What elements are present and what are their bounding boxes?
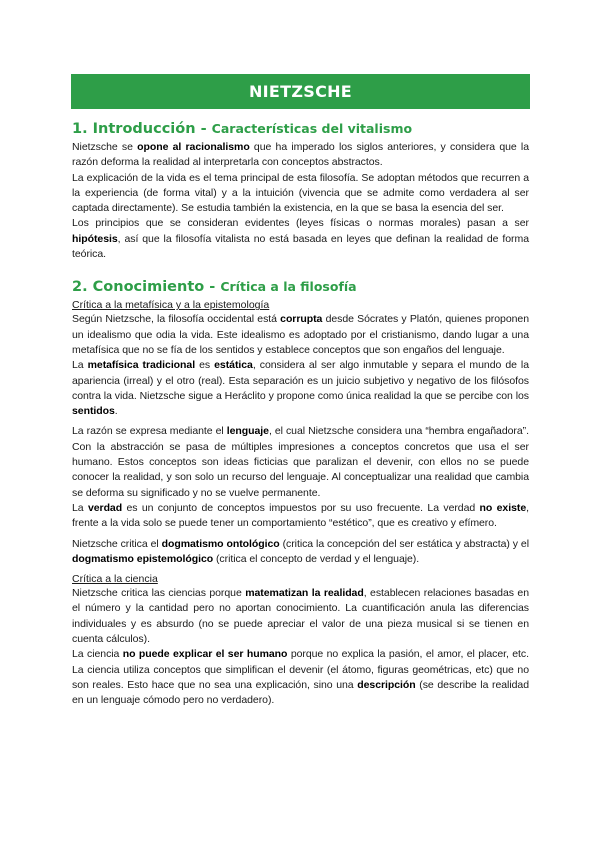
- text-run: , establecen relaciones basadas en el número y la cantidad pero no aportan conocimiento. La cuantificación anula las diferencias individuales y es absurdo (no se puede apreciar el valor de una pieza musical si se tienen en cuenta cálculos).: [72, 587, 529, 646]
- text-run: , frente a la vida solo se puede tener un comportamiento “estético”, que es creativo y efímero.: [72, 501, 529, 530]
- bold-text: matematizan la realidad: [245, 587, 364, 600]
- text-run: porque no explica la pasión, el amor, el placer, etc. La ciencia utiliza conceptos que simplifican el devenir (el átomo, figuras geométricas, etc) que no son reales. Esto hace que no sea una explicación, sino una: [72, 648, 529, 691]
- subsection-title: Crítica a la ciencia: [72, 573, 158, 586]
- bold-text: estática: [214, 359, 253, 372]
- text-run: desde Sócrates y Platón, quienes proponen un idealismo que odia la vida. Este idealismo es adoptado por el cristianismo, dando lugar a una metafísica que no se fía de los sentidos y establece conceptos que son engaños del lenguaje.: [72, 313, 529, 356]
- paragraph: [72, 537, 529, 568]
- text-run: La razón se expresa mediante el: [72, 425, 227, 438]
- section-introduccion: [72, 120, 529, 262]
- text-run: La ciencia: [72, 648, 123, 661]
- bold-text: hipótesis: [72, 232, 118, 245]
- bold-text: no puede explicar el ser humano: [122, 648, 288, 661]
- text-run: es: [195, 359, 215, 372]
- paragraph: [72, 312, 529, 358]
- text-run: (critica el concepto de verdad y el lenguaje).: [213, 552, 420, 565]
- text-run: .: [114, 405, 118, 418]
- subsection-title: Crítica a la metafísica y a la epistemología: [72, 299, 270, 312]
- text-run: , el cual Nietzsche considera una “hembra engañadora”. Con la abstracción se pasa de múltiples impresiones a conceptos concretos que usa el ser humano. Estos conceptos son ideas ficticias que paralizan el devenir, con ellos no se puede conocer la realidad, y son solo un recurso del lenguaje. Al conceptualizar una realidad que cambia se deforma su significado y no se vuelve permanente.: [72, 425, 529, 499]
- text-run: , así que la filosofía vitalista no está basada en leyes que definan la realidad de forma teórica.: [72, 232, 529, 261]
- section-heading: 1. Introducción - Características del vitalismo: [72, 121, 413, 137]
- paragraph: La explicación de la vida es el tema principal de esta filosofía. Se adoptan métodos que recurren a la experiencia (de forma vital) y a la intuición (vivencia que se admite como verdadera al ser captada directamente). Se estudia también la existencia, en la que se basa la esencia del ser.: [72, 171, 529, 215]
- bold-text: dogmatismo epistemológico: [72, 552, 214, 565]
- paragraph: [72, 216, 529, 262]
- paragraph: [72, 358, 529, 419]
- bold-text: dogmatismo ontológico: [161, 537, 280, 550]
- section-conocimiento: [72, 278, 529, 708]
- text-run: (se describe la realidad en un lenguaje cómodo pero no verdadero).: [72, 678, 529, 707]
- bold-text: lenguaje: [226, 425, 269, 438]
- section-heading: 2. Conocimiento - Crítica a la filosofía: [72, 279, 357, 296]
- title-banner: [71, 74, 530, 109]
- bold-text: no existe: [479, 501, 527, 514]
- text-run: Según Nietzsche, la filosofía occidental está: [72, 313, 281, 326]
- bold-text: verdad: [87, 501, 123, 514]
- paragraph: [72, 501, 529, 532]
- text-run: , considera al ser algo inmutable y separa el mundo de la apariencia (irreal) y el otro (real). Esta separación es un juicio subjetivo y negativo de los filósofos contra la vida. Nietzsche sigue a Heráclito y propone como única realidad la que se percibe con los: [72, 359, 529, 402]
- paragraph: [72, 647, 529, 708]
- text-run: (critica la concepción del ser estática y abstracta) y el: [279, 537, 529, 550]
- bold-text: corrupta: [280, 313, 323, 326]
- bold-text: metafísica tradicional: [87, 359, 196, 372]
- text-run: Los principios que se consideran evidentes (leyes físicas o normas morales) pasan a ser: [72, 217, 529, 230]
- page-title: NIETZSCHE: [248, 82, 353, 101]
- paragraph: [72, 586, 529, 647]
- bold-text: sentidos: [72, 405, 115, 418]
- text-run: Nietzsche critica el: [72, 537, 162, 550]
- text-run: La: [72, 501, 88, 514]
- text-run: Nietzsche se: [72, 141, 138, 153]
- bold-text: opone al racionalismo: [137, 141, 250, 153]
- text-run: La: [72, 359, 88, 372]
- paragraph: [72, 424, 529, 500]
- document-body: [72, 120, 529, 709]
- paragraph: [72, 140, 529, 171]
- text-run: Nietzsche critica las ciencias porque: [72, 587, 246, 600]
- text-run: es un conjunto de conceptos impuestos por su uso frecuente. La verdad: [122, 501, 480, 514]
- bold-text: descripción: [357, 678, 416, 691]
- text-run: que ha imperado los siglos anteriores, y considera que la razón deforma la realidad al interpretarla con conceptos abstractos.: [72, 141, 529, 169]
